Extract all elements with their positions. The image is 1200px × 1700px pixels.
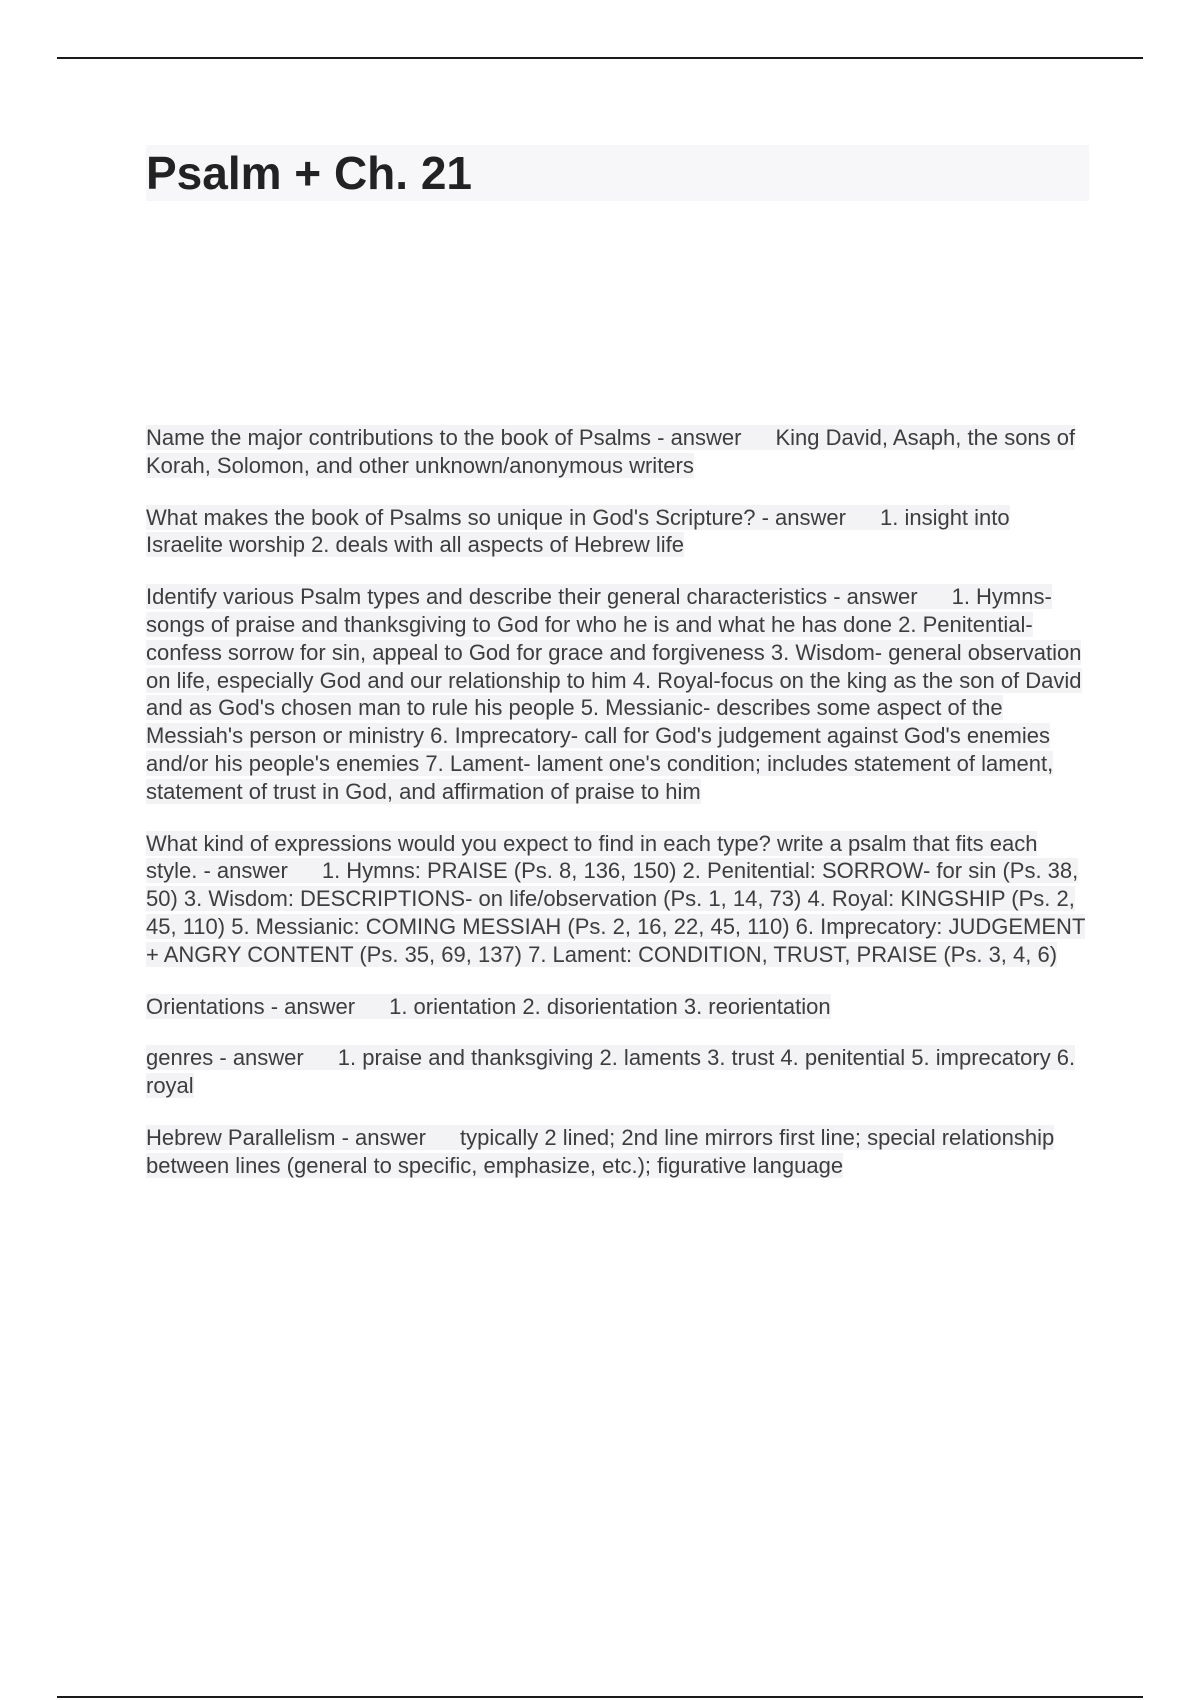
- qa-entry-3: [146, 583, 1092, 805]
- qa-definition: 1. praise and thanksgiving 2. laments 3. trust 4. penitential 5. imprecatory 6. royal: [146, 1045, 1076, 1099]
- qa-definition: 1. Hymns: PRAISE (Ps. 8, 136, 150) 2. Penitential: SORROW- for sin (Ps. 38, 50) 3. Wisdom: DESCRIPTIONS- on life/observation (Ps. 1, 14, 73) 4. Royal: KINGSHIP (Ps. 2, 45, 110) 5. Messianic: COMING MESSIAH (Ps. 2, 16, 22, 45, 110) 6. Imprecatory: JUDGEMENT + ANGRY CONTENT (Ps. 35, 69, 137) 7. Lament: CONDITION, TRUST, PRAISE (Ps. 3, 4, 6): [146, 858, 1085, 967]
- qa-entry-2: [146, 504, 1092, 560]
- flashcard-list: [146, 424, 1092, 1204]
- qa-definition: 1. insight into Israelite worship 2. deals with all aspects of Hebrew life: [146, 504, 1010, 558]
- qa-entry-6: [146, 1044, 1092, 1100]
- qa-term: Identify various Psalm types and describe their general characteristics - answer: [146, 584, 918, 610]
- qa-term: Orientations - answer: [146, 993, 356, 1019]
- qa-term: What makes the book of Psalms so unique in God's Scripture? - answer: [146, 504, 846, 530]
- qa-entry-4: [146, 830, 1092, 969]
- top-divider: [57, 57, 1143, 59]
- qa-definition: 1. Hymns- songs of praise and thanksgiving to God for who he is and what he has done 2. Penitential- confess sorrow for sin, appeal to God for grace and forgiveness 3. Wisdom- general observation on life, especially God and our relationship to him 4. Royal-focus on the king as the son of David and as God's chosen man to rule his people 5. Messianic- describes some aspect of the Messiah's person or ministry 6. Imprecatory- call for God's judgement against God's enemies and/or his people's enemies 7. Lament- lament one's condition; includes statement of lament, statement of trust in God, and affirmation of praise to him: [146, 584, 1082, 804]
- qa-definition: King David, Asaph, the sons of Korah, Solomon, and other unknown/anonymous writers: [146, 425, 1076, 478]
- qa-entry-7: [146, 1124, 1092, 1180]
- qa-term: Hebrew Parallelism - answer: [146, 1124, 426, 1150]
- qa-entry-1: [146, 424, 1092, 480]
- qa-term: What kind of expressions would you expect to find in each type? write a psalm that fits each style. - answer: [146, 830, 1038, 884]
- bottom-divider: [57, 1696, 1143, 1698]
- qa-definition: 1. orientation 2. disorientation 3. reorientation: [389, 993, 831, 1019]
- page-title: Psalm + Ch. 21: [146, 147, 472, 199]
- qa-term: Name the major contributions to the book of Psalms - answer: [146, 425, 742, 450]
- qa-entry-5: [146, 993, 1092, 1021]
- qa-term: genres - answer: [146, 1045, 304, 1071]
- qa-definition: typically 2 lined; 2nd line mirrors first line; special relationship between lines (general to specific, emphasize, etc.); figurative language: [146, 1124, 1055, 1178]
